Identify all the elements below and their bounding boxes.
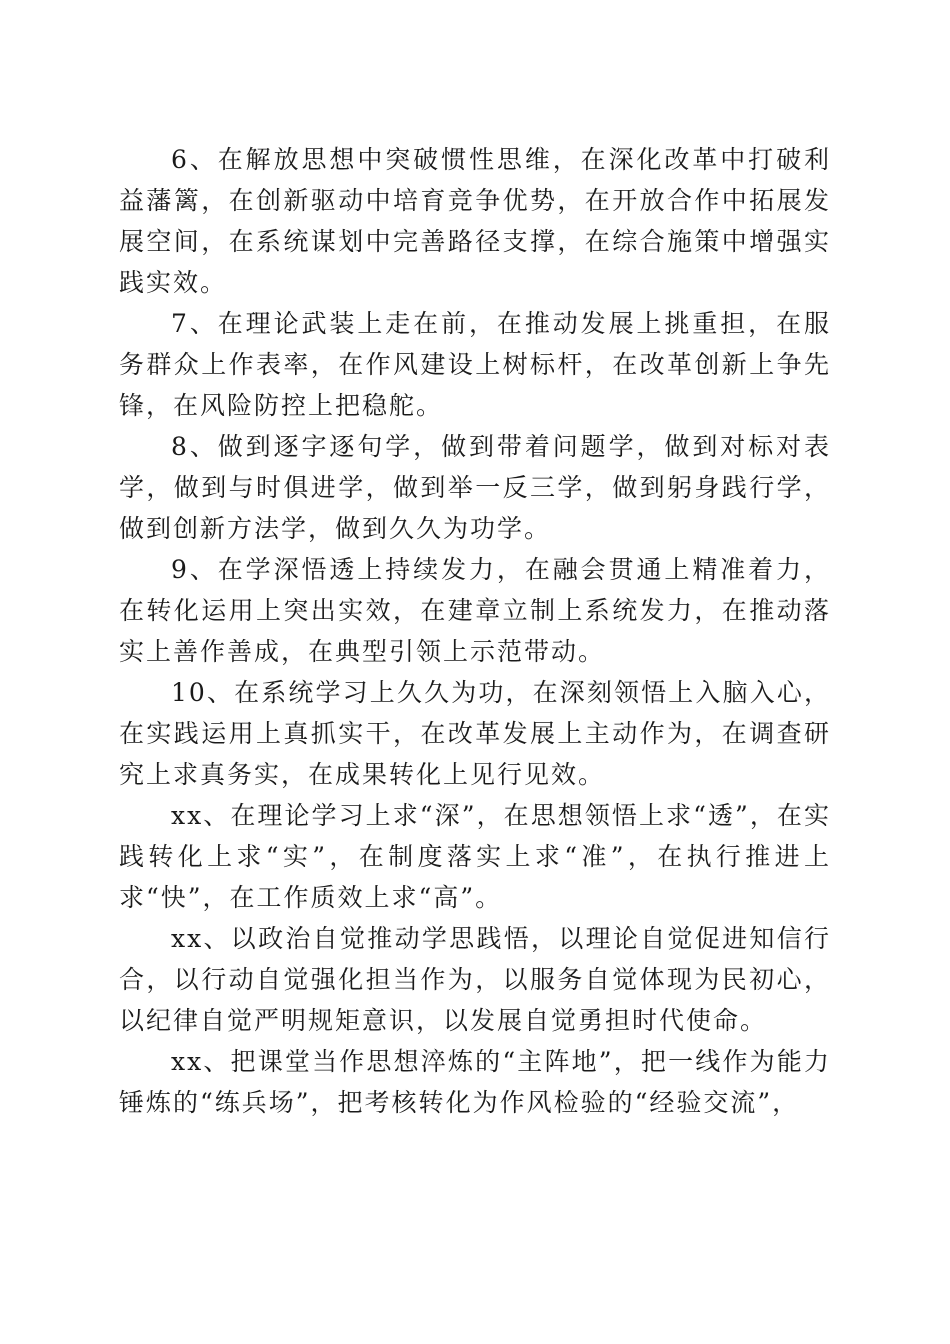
document-body xyxy=(119,139,831,1123)
paragraph-6: 6、在解放思想中突破惯性思维，在深化改革中打破利益藩篱，在创新驱动中培育竞争优势，在开放合作中拓展发展空间，在系统谋划中完善路径支撑，在综合施策中增强实践实效。 xyxy=(119,145,831,297)
paragraph-8: 8、做到逐字逐句学，做到带着问题学，做到对标对表学，做到与时俱进学，做到举一反三学，做到躬身践行学，做到创新方法学，做到久久为功学。 xyxy=(119,432,831,543)
paragraph-xx-1: xx、在理论学习上求“深”，在思想领悟上求“透”，在实践转化上求“实”，在制度落实上求“准”，在执行推进上求“快”，在工作质效上求“高”。 xyxy=(119,801,831,912)
paragraph-xx-3: xx、把课堂当作思想淬炼的“主阵地”，把一线作为能力锤炼的“练兵场”，把考核转化为作风检验的“经验交流”， xyxy=(119,1047,831,1117)
paragraph-9: 9、在学深悟透上持续发力，在融会贯通上精准着力，在转化运用上突出实效，在建章立制上系统发力，在推动落实上善作善成，在典型引领上示范带动。 xyxy=(119,555,831,666)
paragraph-10: 10、在系统学习上久久为功，在深刻领悟上入脑入心，在实践运用上真抓实干，在改革发展上主动作为，在调查研究上求真务实，在成果转化上见行见效。 xyxy=(119,678,831,789)
paragraph-xx-2: xx、以政治自觉推动学思践悟，以理论自觉促进知信行合，以行动自觉强化担当作为，以服务自觉体现为民初心，以纪律自觉严明规矩意识，以发展自觉勇担时代使命。 xyxy=(119,924,831,1035)
paragraph-7: 7、在理论武装上走在前，在推动发展上挑重担，在服务群众上作表率，在作风建设上树标杆，在改革创新上争先锋，在风险防控上把稳舵。 xyxy=(119,309,831,420)
